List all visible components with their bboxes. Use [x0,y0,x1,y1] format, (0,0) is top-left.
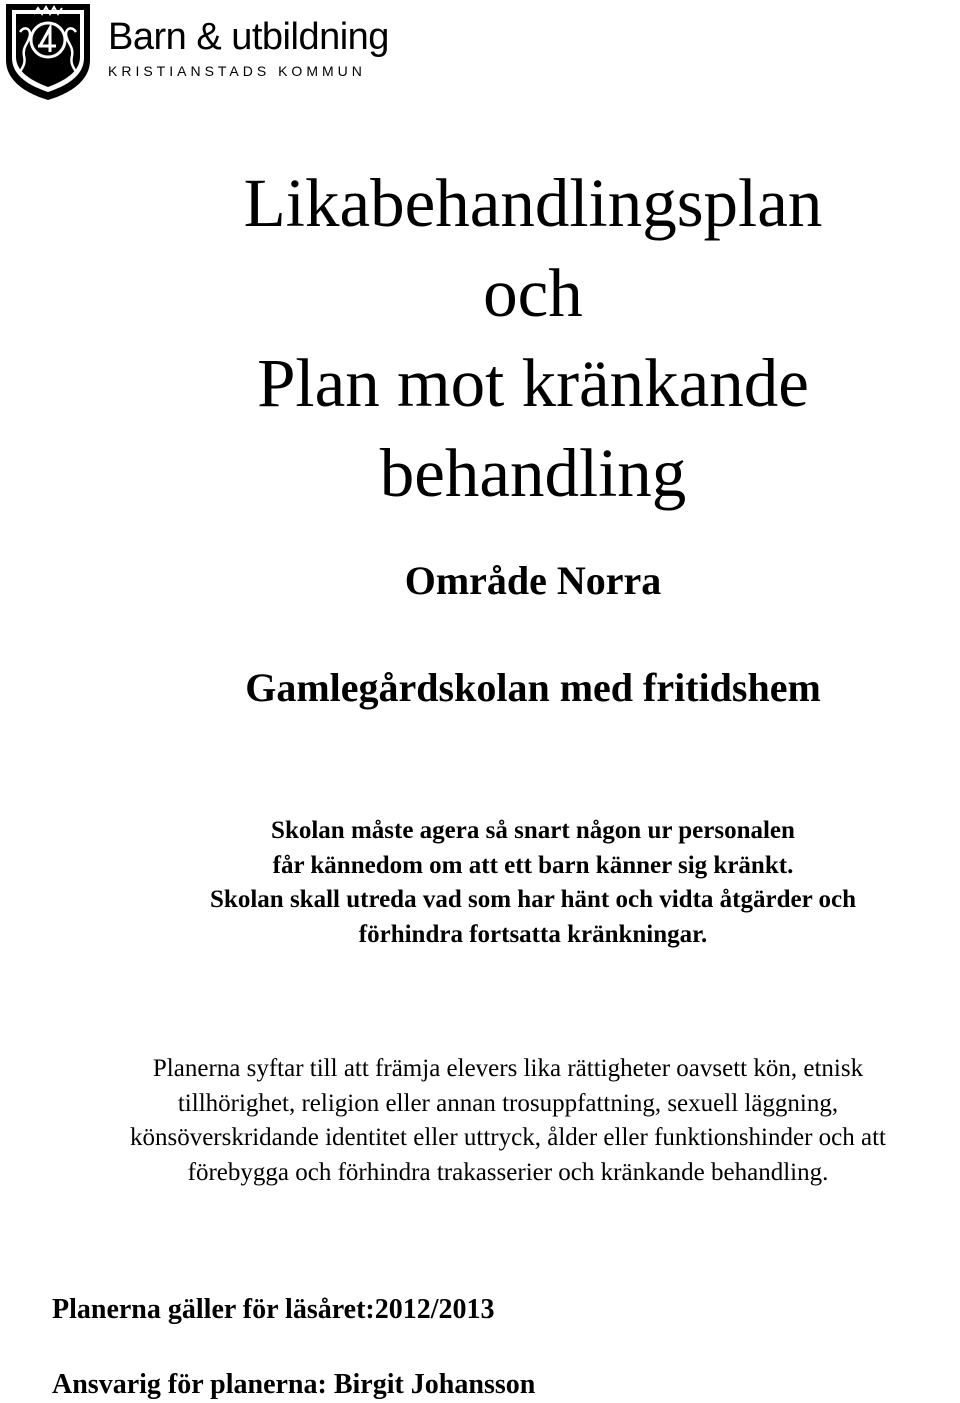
brand-subtitle: KRISTIANSTADS KOMMUN [108,63,366,79]
purpose-line: Planerna syftar till att främja elevers lika rättigheter oavsett kön, etnisk [152,1055,864,1082]
brand-name: Barn & utbildning [108,16,389,58]
coat-of-arms-icon [4,2,92,102]
area-heading: Område Norra [404,558,662,603]
validity-statement: Planerna gäller för läsåret:2012/2013 [52,1294,495,1325]
document-title [53,158,960,518]
title-line: Likabehandlingsplan [243,165,823,241]
notice-line: förhindra fortsatta kränkningar. [358,920,708,948]
purpose-line: tillhörighet, religion eller annan trosuppfattning, sexuell läggning, [177,1089,839,1117]
notice-line: får kännedom om att ett barn känner sig kränkt. [272,851,794,879]
purpose-line: könsöverskridande identitet eller uttryck, ålder eller funktionshinder och att [129,1124,886,1151]
purpose-paragraph [28,1052,960,1190]
notice-line: Skolan skall utreda vad som har hänt och vidta åtgärder och [210,886,856,913]
header-logo [4,2,404,102]
school-heading: Gamlegårdskolan med fritidshem [245,665,821,710]
title-line: Plan mot kränkande [257,345,809,421]
title-line: behandling [379,435,687,511]
title-line: och [483,255,583,331]
brand [108,16,389,80]
responsible-statement: Ansvarig för planerna: Birgit Johansson [52,1369,536,1400]
purpose-line: förebygga och förhindra trakasserier och kränkande behandling. [187,1158,829,1186]
notice-line: Skolan måste agera så snart någon ur personalen [271,817,795,844]
notice-paragraph [53,814,960,952]
